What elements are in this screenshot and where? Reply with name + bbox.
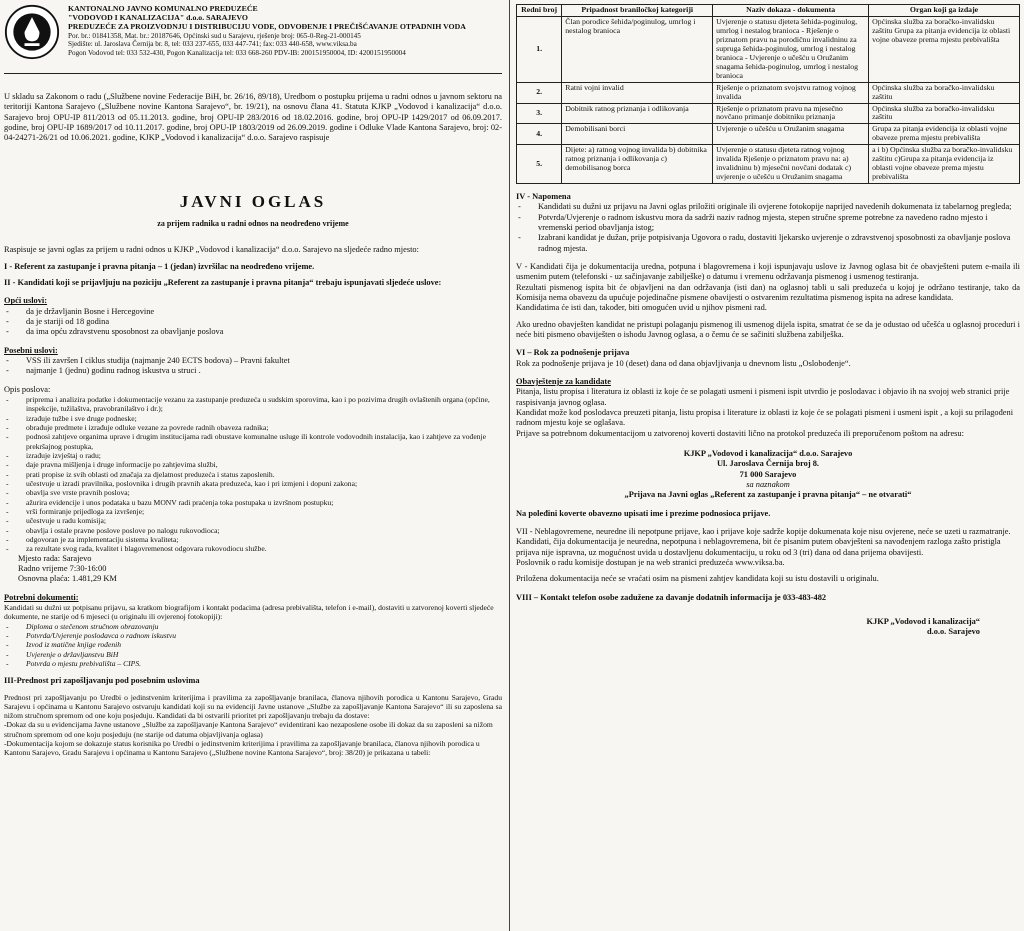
section-1-heading: I - Referent za zastupanje i pravna pitanja – 1 (jedan) izvršilac na neodređeno vrijeme. (4, 261, 315, 271)
table-header-row (517, 5, 1020, 17)
list-item: - učestvuje u izradi pravilnika, poslovnika i drugih pravnih akata preduzeća, kao i pri izmjeni i dopuni zakona; (4, 479, 502, 488)
general-conditions-title: Opći uslovi: (4, 296, 48, 306)
section-5-text: V - Kandidati čija je dokumentacija uredna, potpuna i blagovremena i koji ispunjavaju uslove iz Javnog oglasa bit će obavješteni putem e-maila ili usmenim putem (telefonski - uz sačinjavanje zabilješke) o datumu i vremenu održavanja pismenog i usmenog testiranja. (516, 262, 1020, 282)
notice-pickup: Kandidat može kod poslodavca preuzeti pitanja, listu propisa i literature iz oblasti iz koje će se polagati pismeni i usmeni ispit , a koji su prilagođeni radnom mjestu koje se oglašava. (516, 408, 1014, 428)
list-item: - vrši formiranje prijedloga za izvršenje; (4, 507, 502, 516)
documents-title: Potrebni dokumenti: (4, 592, 79, 602)
list-item: - Potvrda/Uvjerenje o radnom iskustvu mora da sadrži naziv radnog mjesta, stepen stručne spreme potrebne za navedeno radno mjesto i vremenski period obavljanja istog; (516, 213, 1020, 234)
table-cell: 2. (517, 82, 562, 103)
section-3-text: Prednost pri zapošljavanju po Uredbi o jedinstvenim kriterijima i pravilima za zapošljavanje branilaca, članova njihovih porodica u Kantonu Sarajevo, Gradu Sarajevu i općinama u Kantonu Sarajevo ostvaruju kandidati koji su na evidenciji Javne ustanove „Službe za zapošljavanje Kantona Sarajevo“ ili su zaposlena sa nižom stručnom spremom od one koju posjeduju. Kandidati da bi ostvarili prioritet pri zapošljavanju trebaju da dostave: (4, 692, 502, 721)
address-line: Ul. Jaroslava Černija broj 8. (716, 459, 820, 469)
table-cell: Općinska služba za boračko-invalidsku zaštitu (869, 103, 1020, 124)
special-conditions-title: Posebni uslovi: (4, 345, 58, 355)
list-item: - odgovoran je za implementaciju sistema kvaliteta; (4, 535, 502, 544)
table-cell: Dobitnik ratnog priznanja i odlikovanja (562, 103, 713, 124)
delivery-address (516, 449, 1020, 501)
section-2-heading: II - Kandidati koji se prijavljuju na poziciju „Referent za zastupanje i pravna pitanja“ trebaju ispunjavati sljedeće uslove: (4, 278, 442, 288)
company-logo-icon (4, 4, 60, 60)
list-item: - da je stariji od 18 godina (4, 317, 502, 327)
table-cell: 1. (517, 16, 562, 82)
address-line: KJKP „Vodovod i kanalizacija“ d.o.o. Sarajevo (683, 449, 853, 459)
table-cell: Uvjerenje o statusu djeteta ratnog vojnog invalida Rješenje o priznatom pravu na: a) invalidninu b) mjesečni novčani dodatak c) uvjerenje o učešću u Oružanim snagama (713, 145, 869, 184)
table-row (517, 145, 1020, 184)
letterhead-text (68, 4, 466, 57)
section-3-proof-a: -Dokaz da su u evidencijama Javne ustanove „Službe za zapošljavanje Kantona Sarajevo“ evidentirani kao nezaposlene osobe ili dokaz da su zaposleni sa nižom stručnom spremom od one koju posjeduju (ne starije od datuma objavljivanja oglasa) (4, 720, 493, 739)
section-7-incomplete: Kandidati, čija dokumentacija je neuredna, nepotpuna i neblagovremena, bit će pisanim putem obavještenі sa navođenjem razloga zašto pristigla prijava nije ispravna, uz mogućnost uvida u dostavljenu dokumentaciju, u roku od 3 (tri) dana od dana prijema obavijesti. (516, 537, 1001, 557)
table-header-cell: Pripadnost braniločkoj kategoriji (562, 5, 713, 17)
table-cell: Dijete: a) ratnog vojnog invalida b) dobitnika ratnog priznanja i odlikovanja c) demobilisanog borca (562, 145, 713, 184)
section-3-heading: III-Prednost pri zapošljavanju pod posebnim uslovima (4, 676, 200, 686)
table-header-cell: Naziv dokaza - dokumenta (713, 5, 869, 17)
letterhead-line: Pogon Vodovod tel: 033 532-430, Pogon Kanalizacija tel: 033 668-260 PDV-IB: 200151950004, ID: 4200151950004 (68, 48, 406, 57)
table-cell: Ratni vojni invalid (562, 82, 713, 103)
list-item: - Izabrani kandidat je dužan, prije potpisivanja Ugovora o radu, dostaviti ljekarsko uvjerenje o zdravstvenoj sposobnosti za obavljanje poslova radnog mjesta. (516, 233, 1020, 254)
special-conditions-list (4, 356, 502, 377)
table-row (517, 82, 1020, 103)
list-item: - Kandidati su dužni uz prijavu na Javni oglas priložiti originale ili ovjerene fotokopije naprijed navedenih dokumenata iz tabelarnog pregleda; (516, 202, 1020, 212)
table-cell: 5. (517, 145, 562, 184)
list-item: - obrađuje predmete i izrađuje odluke vezane za povrede radnih obaveza radnika; (4, 423, 502, 432)
section-7-return: Priložena dokumentacija neće se vraćati osim na pismeni zahtjev kandidata koji su istu dostavili u originalu. (516, 574, 879, 584)
address-line: sa naznakom (746, 480, 790, 490)
notice-title: Obavještenje za kandidate (516, 377, 611, 387)
letterhead-line: Por. br.: 01841358, Mat. br.: 20187646, Općinski sud u Sarajevu, rješenje broj: 065-0-Reg-21-000145 (68, 31, 361, 40)
list-item: - pripremа i analizira podatke i dokumentacije vezanu za zastupanje preduzeća u sudskim sporovima, kao i po pozivima drugih ovlaštenih organa (općine, inspekcije, tužilaštva, pravobranilaštvo i dr.); (4, 395, 502, 414)
list-item: - obavlja i ostale pravne poslove poslove po nalogu rukovodioca; (4, 526, 502, 535)
letterhead-line: "VODOVOD I KANALIZACIJA" d.o.o. SARAJEVO (68, 13, 248, 23)
section-5-insight: Kandidatima će isti dan, također, biti omogućen uvid u njihov pismeni rad. (516, 303, 767, 313)
section-6-heading: VI – Rok za podnošenje prijava (516, 348, 630, 358)
signature-block (516, 617, 1020, 638)
letterhead (4, 4, 502, 74)
list-item: - izrađuje tužbe i sve druge podneske; (4, 414, 502, 423)
notice-delivery: Prijave sa potrebnom dokumentacijom u zatvorenoj koverti dostaviti lično na protokol preduzeća ili preporučenom poštom na adresu: (516, 428, 964, 438)
list-item: - daje pravna mišljenja i druge informacije po zahtjevima službi, (4, 460, 502, 469)
list-item: - Diploma o stečenom stručnom obrazovanju (4, 622, 502, 631)
veterans-table (516, 4, 1020, 184)
table-cell: 3. (517, 103, 562, 124)
section-3-proof-b: -Dokumentacija kojom se dokazuje status korisnika po Uredbi o jedinstvenim kriterijima i pravilima za zapošljavanje branilaca, članova njihovih porodica u Kantonu Sarajevo, Gradu Sarajevu i općinama u Kantonu Sarajevo („Službene novine Kantona Sarajevo“, broj: 38/20) je prikazana u tabeli: (4, 739, 480, 758)
list-item: - za rezultate svog rada, kvalitet i blagovremenost odgovara rukovodiocu službe. (4, 544, 502, 553)
table-cell: Član porodice šehida/poginulog, umrlog i nestalog branioca (562, 16, 713, 82)
left-column (0, 0, 508, 931)
list-item: - učestvuje u radu komisija; (4, 516, 502, 525)
duties-title: Opis poslova: (4, 384, 51, 394)
address-line: „Prijava na Javni oglas „Referent za zastupanje i pravna pitanja“ – ne otvarati“ (624, 490, 912, 500)
column-divider (509, 0, 510, 931)
notice-questions: Pitanja, listu propisa i literatura iz oblasti iz koje će se polagati usmeni i pismeni ispit utvrdio je poslodavac i objavio ih na svojoj web stranici prije raspisivanja javnog oglasa. (516, 387, 1010, 407)
list-item: - Uvjerenje o državljanstvu BiH (4, 650, 502, 659)
section-4-list (516, 202, 1020, 254)
letterhead-line: Sjedište: ul. Jaroslava Černija br. 8, tel: 033 237-655, 033 447-741; fax: 033 440-658, www.viksa.ba (68, 40, 357, 49)
section-7-rules: Poslovnik o radu komisije dostupan je na web stranici preduzeća www.viksa.ba. (516, 558, 785, 567)
section-8-contact: VIII – Kontakt telefon osobe zadužene za davanje dodatnih informacija je 033-483-482 (516, 592, 827, 602)
list-item: - Izvod iz matične knjige rođenih (4, 640, 502, 649)
signature-line: KJKP „Vodovod i kanalizacija“ (866, 616, 980, 626)
table-header-cell: Organ koji ga izdaje (869, 5, 1020, 17)
page-subtitle: za prijem radnika u radni odnos na neodređeno vrijeme (157, 218, 349, 228)
table-cell: a i b) Općinska služba za boračko-invalidsku zaštitu c)Grupa za pitanja evidencija iz oblasti vojne obaveze prema mjestu prebivališta (869, 145, 1020, 184)
table-cell: Uvjerenje o statusu djeteta šehida-poginulog, umrlog i nestalog branioca - Rješenje o priznatom pravu na porodičnu invalidninu za supruga šehida-poginulog, umrlog i nestalog branioca - Uvjerenje o učešću u Oružanim snagama šehida-poginulog, umrlog i nestalog branioca (713, 16, 869, 82)
documents-list (4, 622, 502, 669)
table-cell: Rješenje o priznatom svojstvu ratnog vojnog invalida (713, 82, 869, 103)
table-cell: Rješenje o priznatom pravu na mjesečno novčano primanje dobitniku priznanja (713, 103, 869, 124)
list-item: - Potvrda o mjestu prebivališta – CIPS. (4, 659, 502, 668)
list-item: - prati propise iz svih oblasti od značaja za djelatnost preduzeća i status zaposlenih. (4, 470, 502, 479)
envelope-note: Na poleđini koverte obavezno upisati ime i prezime podnosioca prijave. (516, 508, 771, 518)
table-cell: Grupa za pitanja evidencija iz oblasti vojne obaveze prema mjestu prebivališta (869, 124, 1020, 145)
table-cell: Demobilisani borci (562, 124, 713, 145)
general-conditions-list (4, 307, 502, 338)
list-item: - izrađuje izvještaj o radu; (4, 451, 502, 460)
letterhead-line: KANTONALNO JAVNO KOMUNALNO PREDUZEĆE (68, 4, 258, 13)
table-cell: Općinska služba za boračko-invalidsku zaštitu Grupa za pitanja evidencija iz oblasti vojne obaveze prema mjestu prebivališta (869, 16, 1020, 82)
table-cell: Općinska služba za boračko-invalidsku zaštitu (869, 82, 1020, 103)
right-column (512, 0, 1024, 931)
address-line: 71 000 Sarajevo (739, 469, 797, 479)
base-salary: Osnovna plaća: 1.481,29 KM (18, 574, 117, 584)
work-hours: Radno vrijeme 7:30-16:00 (18, 563, 107, 573)
list-item: - VSS ili završen I ciklus studija (najmanje 240 ECTS bodova) – Pravni fakultet (4, 356, 502, 366)
list-item: - ažurira evidencije i unos podataka u bazu MONV radi praćenja toka postupaka u izvršnom postupku; (4, 498, 502, 507)
table-cell: Uvjerenje o učešću u Oružanim snagama (713, 124, 869, 145)
table-cell: 4. (517, 124, 562, 145)
section-5-results: Rezultati pismenog ispita bit će objavljeni na dan održavanja (isti dan) na oglasnoj tabli u sali preduzeća u kojoj je održano testiranje, tako da Komisija nema obavezu da upućuje pojedinačne pismene obavijesti o ostvarenim rezultatima pismenog ispita na adrese kandidata. (516, 282, 1020, 303)
table-row (517, 124, 1020, 145)
letterhead-line: PREDUZEĆE ZA PROIZVODNJU I DISTRIBUCIJU VODE, ODVOĐENJE I PREČIŠĆAVANJE OTPADNIH VODA (68, 22, 466, 32)
list-item: - podnosi zahtjeve organima uprave i drugim institucijama radi obustave komunalne usluge ili kontrole vodovodnih instalacija, kao i zahtjeve za vođenje prekršajnog postupka, (4, 432, 502, 451)
section-5-absence: Ako uredno obavješten kandidat ne pristupi polaganju pismenog ili usmenog dijela ispita, smatrat će se da je odustao od učešća u oglasnoj proceduri i neće biti pismeno obaviješten o ishodu Javnog oglasa, a o čemu će se sačiniti službena zabilješka. (516, 319, 1020, 340)
list-item: - Potvrda/Uvjerenje poslodavca o radnom iskustvu (4, 631, 502, 640)
table-row (517, 103, 1020, 124)
section-7-text: VII - Neblagovremene, neuredne ili nepotpune prijave, kao i prijave koje sadrže kopije dokumenata koje nisu ovjerene, neće se uzeti u razmatranje. (516, 527, 1011, 537)
section-4-heading: IV - Napomena (516, 192, 571, 202)
duties-list (4, 395, 502, 554)
intro-paragraph: U skladu sa Zakonom o radu („Službene novine Federacije BiH, br. 26/16, 89/18), Uredbom o postupku prijema u radni odnos u javnom sektoru na teritoriji Kantona Sarajevo („Službene novine Kantona Sarajevo“, br. 19/21), na osnovu člana 41. Statuta KJKP „Vodovod i kanalizacija“ d.o.o. Sarajevo broj OPU-IP 811/2013 od 05.11.2013. godine, broj OPU-IP 283/2016 od 18.02.2016. godine, broj OPU-IP 1429/2017 od 06.09.2017. godine, broj OPU-IP 1689/2017 od 10.11.2017. godine, broj OPU-IP 1803/2019 od 26.09.2019. godine i Odluke Vlade Kantona Sarajevo, broj: 02-04-24271-26/21 od 10.06.2021. godine, KJKP „Vodovod i kanalizacija“ d.o.o. Sarajevo raspisuje (4, 92, 502, 143)
list-item: - najmanje 1 (jednu) godinu radnog iskustva u struci . (4, 366, 502, 376)
documents-intro: Kandidati su dužni uz potpisanu prijavu, sa kratkom biografijom i kontakt podacima (adresa prebivališta, telefon i e-mail), dostaviti u zatvorenoj koverti sljedeće dokumente, ne starije od 6 mjeseci (u originalu ili ovjerenoj fotokopiji): (4, 602, 494, 622)
list-item: - da ima opću zdravstvenu sposobnost za obavljanje poslova (4, 327, 502, 337)
page-title: JAVNI OGLAS (179, 191, 327, 211)
list-item: - da je državljanin Bosne i Hercegovine (4, 307, 502, 317)
signature-line: d.o.o. Sarajevo (926, 627, 980, 637)
work-place: Mjesto rada: Sarajevo (18, 553, 92, 563)
section-6-text: Rok za podnošenje prijava je 10 (deset) dana od dana objavljivanja u dnevnom listu „Oslobođenje“. (516, 358, 851, 368)
announce-paragraph: Raspisuje se javni oglas za prijem u radni odnos u KJKP „Vodovod i kanalizacija“ d.o.o. Sarajevo na sljedeće radno mjesto: (4, 245, 419, 255)
table-header-cell: Redni broj (517, 5, 562, 17)
table-row (517, 16, 1020, 82)
list-item: - obavlja sve vrste pravnih poslova; (4, 488, 502, 497)
